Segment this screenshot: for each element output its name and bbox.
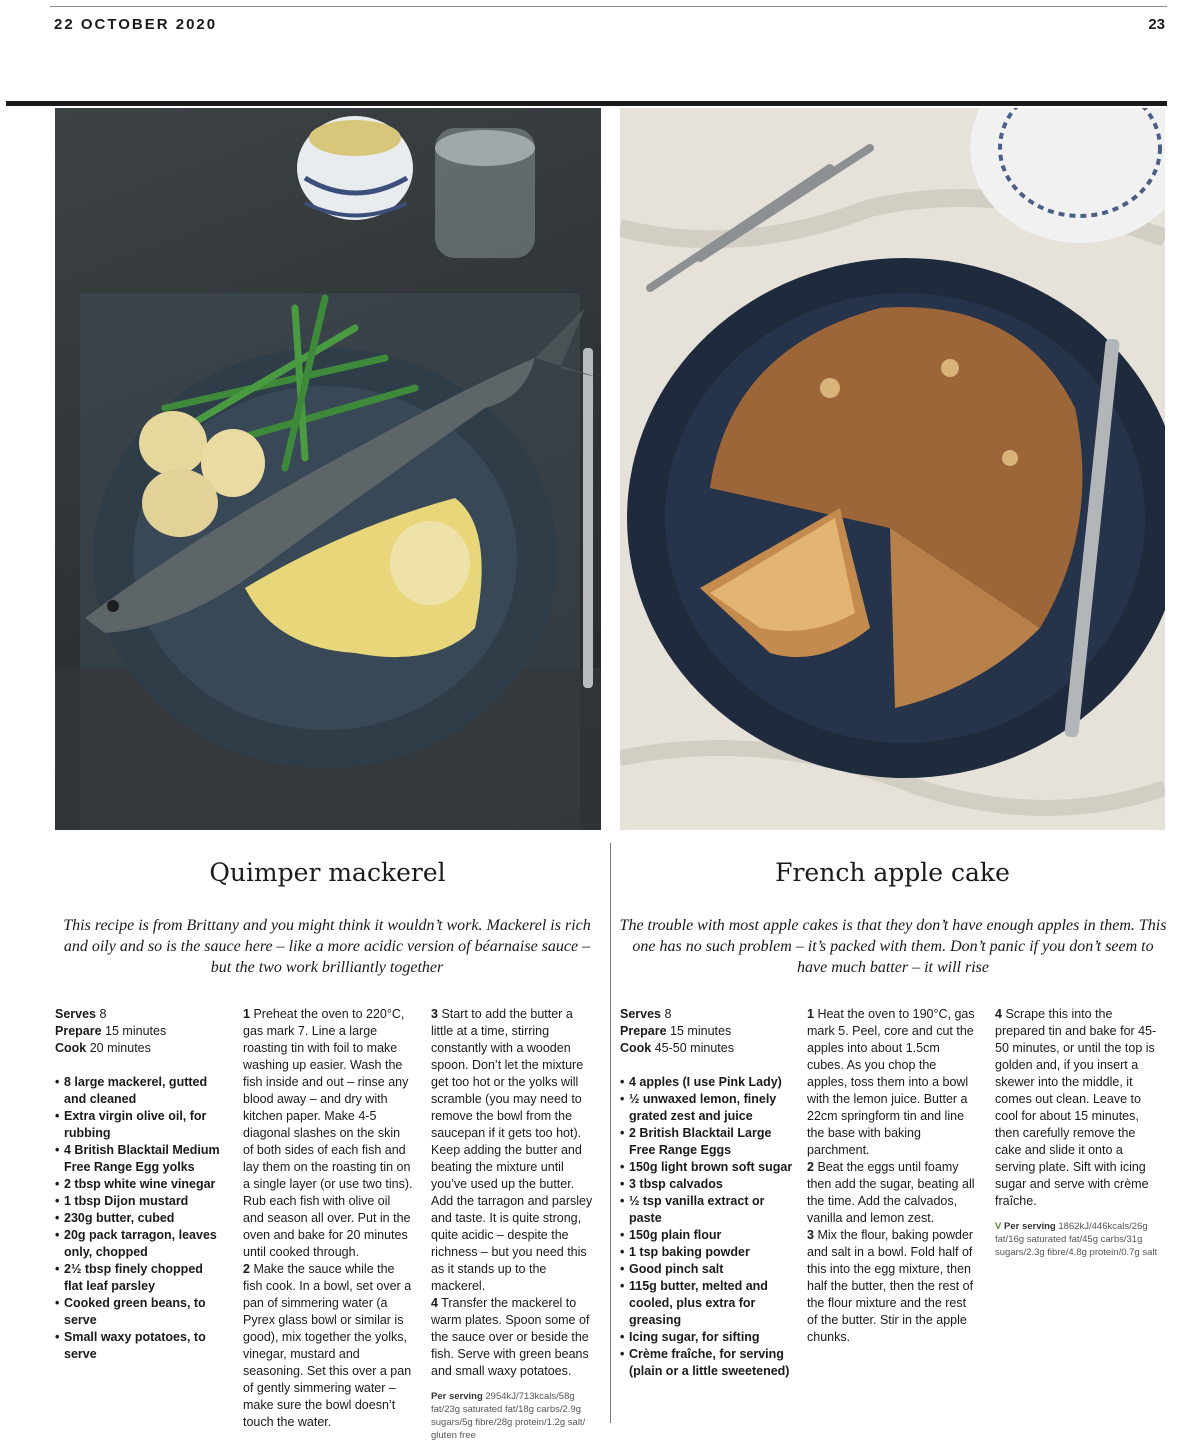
- recipe-intro-apple-cake: The trouble with most apple cakes is that they don’t have enough apples in them. This one has no such problem – it’s packed with them. Don’t panic if you don’t seem to have much batter – it will rise: [619, 917, 1167, 976]
- apple-cake-method-column-1: [807, 1006, 979, 1346]
- nutrition-values: 2954kJ/713kcals/58g fat/23g saturated fat/18g carbs/2.9g sugars/5g fibre/28g protein/1.2g salt/ gluten free: [431, 1391, 586, 1441]
- step-number: 4: [431, 1296, 438, 1310]
- ingredient-item: • 230g butter, cubed: [55, 1210, 225, 1227]
- cook-value: 45-50 minutes: [654, 1041, 734, 1055]
- ingredient-item: • ½ tsp vanilla extract or paste: [620, 1193, 795, 1227]
- apple-cake-ingredients-column: [620, 1006, 795, 1380]
- cook-label: Cook: [55, 1041, 87, 1055]
- method-step-4: [995, 1006, 1165, 1210]
- page-header: [0, 0, 1177, 106]
- cook-label: Cook: [620, 1041, 652, 1055]
- ingredient-item: • 2 British Blacktail Large Free Range Eggs: [620, 1125, 795, 1159]
- serves-label: Serves: [620, 1007, 662, 1021]
- method-step-3: [807, 1227, 979, 1346]
- ingredient-item: • 1 tsp baking powder: [620, 1244, 795, 1261]
- recipe-title-mackerel: Quimper mackerel: [209, 858, 446, 887]
- prepare-value: 15 minutes: [105, 1024, 167, 1038]
- nutrition-values: 1862kJ/446kcals/26g fat/16g saturated fat/45g carbs/31g sugars/2.3g fibre/4.8g protein/0.7g salt: [995, 1221, 1158, 1258]
- ingredient-item: • ½ unwaxed lemon, finely grated zest and juice: [620, 1091, 795, 1125]
- prepare-label: Prepare: [55, 1024, 102, 1038]
- ingredient-item: • 2½ tbsp finely chopped flat leaf parsley: [55, 1261, 225, 1295]
- apple-cake-photo: [620, 108, 1165, 830]
- mackerel-photo: [55, 108, 601, 830]
- step-number: 1: [243, 1007, 250, 1021]
- apple-cake-method-column-2: [995, 1006, 1165, 1259]
- method-step-3: [431, 1006, 597, 1295]
- page-number: 23: [1148, 16, 1165, 33]
- recipe-title-apple-cake: French apple cake: [775, 858, 1010, 887]
- ingredient-item: • Crème fraîche, for serving (plain or a little sweetened): [620, 1346, 795, 1380]
- ingredient-item: • 2 tbsp white wine vinegar: [55, 1176, 225, 1193]
- mackerel-illustration: [55, 108, 601, 830]
- method-step-2: [243, 1261, 413, 1431]
- method-step-4: [431, 1295, 597, 1380]
- step-text: Mix the flour, baking powder and salt in a bowl. Fold half of this into the egg mixture, then half the butter, then the rest of the flour mixture and the rest of the butter. Stir in the apple chunks.: [807, 1228, 974, 1344]
- ingredient-item: • 20g pack tarragon, leaves only, chopped: [55, 1227, 225, 1261]
- header-rule: [6, 101, 1167, 106]
- apple-cake-illustration: [620, 108, 1165, 830]
- ingredient-item: • 150g light brown soft sugar: [620, 1159, 795, 1176]
- ingredient-item: • 3 tbsp calvados: [620, 1176, 795, 1193]
- step-number: 2: [807, 1160, 814, 1174]
- step-text: Beat the eggs until foamy then add the sugar, beating all the time. Add the calvados, vanilla and lemon zest.: [807, 1160, 975, 1225]
- step-number: 4: [995, 1007, 1002, 1021]
- ingredient-item: • Cooked green beans, to serve: [55, 1295, 225, 1329]
- ingredient-item: • 1 tbsp Dijon mustard: [55, 1193, 225, 1210]
- step-text: Start to add the butter a little at a time, stirring constantly with a wooden spoon. Don’t let the mixture get too hot or the yolks will scramble (you may need to remove the bowl from the saucepan if it gets too hot). Keep adding the butter and beating the mixture until you’ve used up the butter. Add the tarragon and parsley and taste. It is quite strong, quite acidic – despite the richness – but you need this as it stands up to the mackerel.: [431, 1007, 593, 1293]
- mackerel-ingredient-list: [55, 1074, 225, 1363]
- step-text: Scrape this into the prepared tin and bake for 45-50 minutes, or until the top is golden and, if you insert a skewer into the middle, it comes out clean. Leave to cool for about 15 minutes, then carefully remove the cake and slide it onto a serving plate. Sift with icing sugar and serve with crème fraîche.: [995, 1007, 1157, 1208]
- step-number: 3: [431, 1007, 438, 1021]
- prepare-value: 15 minutes: [670, 1024, 732, 1038]
- step-text: Transfer the mackerel to warm plates. Spoon some of the sauce over or beside the fish. Serve with green beans and small waxy potatoes.: [431, 1296, 590, 1378]
- issue-date: 22 OCTOBER 2020: [54, 16, 218, 33]
- method-step-2: [807, 1159, 979, 1227]
- nutrition-label: Per serving: [431, 1391, 483, 1402]
- mackerel-ingredients-column: [55, 1006, 225, 1363]
- mackerel-method-column-1: [243, 1006, 413, 1431]
- step-text: Heat the oven to 190°C, gas mark 5. Peel, core and cut the apples into about 1.5cm cubes. As you chop the apples, toss them into a bowl with the lemon juice. Butter a 22cm springform tin and line the base with baking parchment.: [807, 1007, 975, 1157]
- cook-value: 20 minutes: [89, 1041, 151, 1055]
- ingredient-item: • Good pinch salt: [620, 1261, 795, 1278]
- mackerel-meta: [55, 1006, 225, 1057]
- ingredient-item: • Extra virgin olive oil, for rubbing: [55, 1108, 225, 1142]
- method-step-1: [807, 1006, 979, 1159]
- method-step-1: [243, 1006, 413, 1261]
- step-number: 3: [807, 1228, 814, 1242]
- serves-value: 8: [664, 1007, 672, 1021]
- mackerel-method-column-2: [431, 1006, 597, 1442]
- ingredient-item: • 115g butter, melted and cooled, plus extra for greasing: [620, 1278, 795, 1329]
- ingredient-item: • 4 British Blacktail Medium Free Range Egg yolks: [55, 1142, 225, 1176]
- ingredient-item: • 8 large mackerel, gutted and cleaned: [55, 1074, 225, 1108]
- prepare-label: Prepare: [620, 1024, 667, 1038]
- mackerel-nutrition: [431, 1390, 597, 1442]
- apple-cake-nutrition: [995, 1220, 1165, 1259]
- apple-cake-ingredient-list: [620, 1074, 795, 1380]
- serves-label: Serves: [55, 1007, 97, 1021]
- serves-value: 8: [99, 1007, 107, 1021]
- apple-cake-meta: [620, 1006, 795, 1057]
- step-number: 2: [243, 1262, 250, 1276]
- ingredient-item: • Small waxy potatoes, to serve: [55, 1329, 225, 1363]
- column-divider: [610, 843, 611, 1423]
- nutrition-label: Per serving: [1003, 1221, 1056, 1232]
- step-text: Preheat the oven to 220°C, gas mark 7. Line a large roasting tin with foil to make washing up easier. Wash the fish inside and out – rinse any blood away – and dry with kitchen paper. Make 4-5 diagonal slashes on the skin of both sides of each fish and lay them on the roasting tin on a single layer (or use two tins). Rub each fish with olive oil and season all over. Put in the oven and bake for 20 minutes until cooked through.: [243, 1007, 413, 1259]
- recipe-intro-mackerel: This recipe is from Brittany and you might think it wouldn’t work. Mackerel is rich and oily and so is the sauce here – like a more acidic version of béarnaise sauce – but the two work brilliantly together: [63, 917, 591, 976]
- ingredient-item: • Icing sugar, for sifting: [620, 1329, 795, 1346]
- vegetarian-mark: V: [995, 1221, 1002, 1232]
- ingredient-item: • 150g plain flour: [620, 1227, 795, 1244]
- ingredient-item: • 4 apples (I use Pink Lady): [620, 1074, 795, 1091]
- step-text: Make the sauce while the fish cook. In a bowl, set over a pan of simmering water (a Pyrex glass bowl or similar is good), mix together the yolks, vinegar, mustard and seasoning. Set this over a pan of gently simmering water – make sure the bowl doesn’t touch the water.: [243, 1262, 412, 1429]
- top-rule: [50, 6, 1167, 7]
- step-number: 1: [807, 1007, 814, 1021]
